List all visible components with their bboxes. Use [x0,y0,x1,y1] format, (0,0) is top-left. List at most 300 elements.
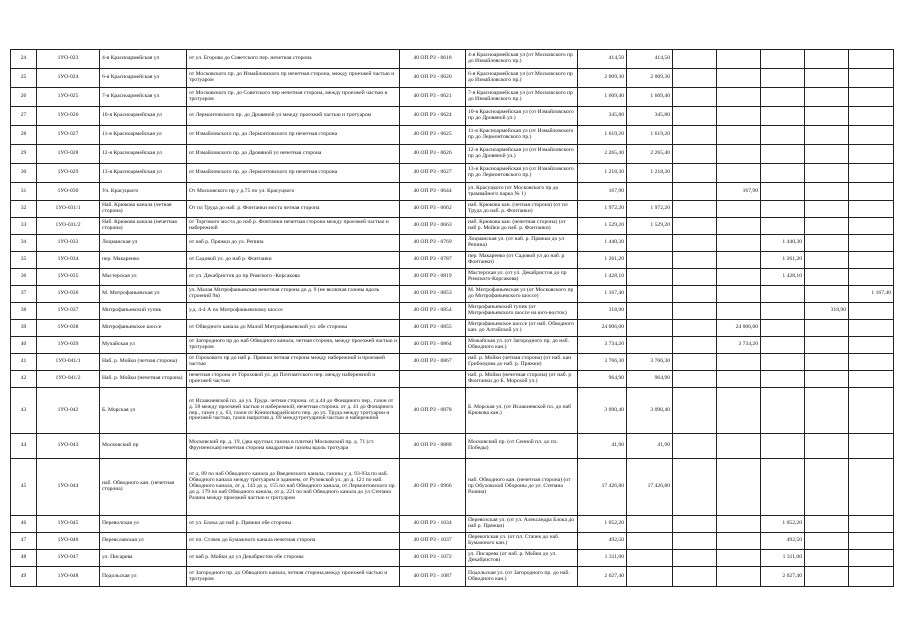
row-number-cell: 25 [11,69,37,88]
object-code-cell: 1УО-028 [37,145,100,164]
area-col-2-cell [673,201,717,218]
section-description-cell: от Обводного канала до Малой Митрофаньевской ул. обе стороны [187,320,400,337]
total-area-cell: 1 311,00 [578,550,627,567]
road-full-name-cell: Перекопская ул. (от пл. Стачек до наб. Бумажного кан.) [466,533,578,550]
total-area-cell: 492,50 [578,533,627,550]
area-col-3-cell [717,164,761,183]
section-description-cell: от Измайловского пр. до Лермонтовского пр нечетная сторона [187,126,400,145]
area-col-1-cell [627,269,673,286]
area-col-2-cell [673,218,717,235]
road-registry-number-cell: 40 ОП РЗ - 0819 [400,269,466,286]
area-col-2-cell [673,269,717,286]
section-description-cell: от ул. Егорова до Советского пер. нечетная сторона [187,50,400,69]
row-number-cell: 40 [11,337,37,354]
area-col-1-cell [627,286,673,303]
area-col-5-cell [805,286,849,303]
area-col-6-cell [849,459,894,516]
road-registry-number-cell: 40 ОП РЗ - 0854 [400,303,466,320]
area-col-4-cell [761,434,805,459]
area-col-2-cell [673,434,717,459]
object-code-cell: 1УО-043 [37,434,100,459]
area-col-2-cell [673,388,717,434]
section-description-cell: от Измайловского пр. до Лермонтовского пр нечетная сторона [187,164,400,183]
area-col-2-cell [673,533,717,550]
road-full-name-cell: Перевозская ул. (от ул. Александра Блока до наб р. Пряжки) [466,516,578,533]
object-code-cell: 1УО-033 [37,235,100,252]
area-col-4-cell: 2 027,40 [761,567,805,587]
row-number-cell: 44 [11,434,37,459]
area-col-2-cell [673,337,717,354]
road-registry-number-cell: 40 ОП РЗ - 0627 [400,164,466,183]
total-area-cell: 2 027,40 [578,567,627,587]
area-col-5-cell [805,550,849,567]
area-col-5-cell [805,218,849,235]
object-code-cell: 1УО-025 [37,88,100,107]
object-code-cell: 1УО-031/1 [37,201,100,218]
road-registry-number-cell: 40 ОП РЗ - 0853 [400,286,466,303]
road-full-name-cell: Подольская ул. (от Загородного пр. до наб. Обводного кан.) [466,567,578,587]
area-col-5-cell [805,434,849,459]
road-full-name-cell: наб. Крюкова кан. (нечетная сторона) (от наб р. Мойки до наб. р. Фонтанки) [466,218,578,235]
section-description-cell: от Московского пр. до Измайловского пр нечетная сторона, между проезжей частью и тротуаром [187,69,400,88]
area-col-4-cell [761,88,805,107]
object-code-cell: 1УО-044 [37,459,100,516]
road-registry-number-cell: 40 ОП РЗ - 0662 [400,201,466,218]
road-full-name-cell: 12-я Красноармейская ул (от Измайловского пр до Дровяной ул.) [466,145,578,164]
area-col-3-cell [717,303,761,320]
object-code-cell: 1УО-024 [37,69,100,88]
area-col-5-cell [805,145,849,164]
area-col-6-cell [849,235,894,252]
area-col-2-cell [673,252,717,269]
area-col-4-cell [761,337,805,354]
area-col-5-cell [805,201,849,218]
area-col-6-cell [849,516,894,533]
area-col-2-cell [673,550,717,567]
road-full-name-cell: ул. Красуцкого (от Московского пр до трамвайного парка № 1) [466,183,578,201]
road-registry-number-cell: 40 ОП РЗ - 0888 [400,434,466,459]
area-col-2-cell [673,69,717,88]
row-number-cell: 43 [11,388,37,434]
area-col-1-cell: 1 609,40 [627,88,673,107]
street-name-cell: 7-я Красноармейская ул [100,88,187,107]
area-col-4-cell [761,145,805,164]
object-code-cell: 1УО-041/1 [37,354,100,371]
area-col-3-cell [717,69,761,88]
street-name-cell: Мастерская ул [100,269,187,286]
area-col-1-cell: 41,90 [627,434,673,459]
area-col-5-cell [805,533,849,550]
total-area-cell: 1 972,20 [578,201,627,218]
area-col-2-cell [673,303,717,320]
table-row [11,88,894,107]
area-col-2-cell [673,354,717,371]
road-full-name-cell: Московский пр. (от Сенной пл. до пл. Победы) [466,434,578,459]
road-registry-number-cell: 40 ОП РЗ - 0621 [400,88,466,107]
street-name-cell: 10-я Красноармейская ул [100,107,187,126]
road-full-name-cell: ул. Писарева (от наб. р. Мойки до ул. Декабристов) [466,550,578,567]
object-code-cell: 1УО-034 [37,252,100,269]
area-col-3-cell [717,533,761,550]
area-col-4-cell: 1 052,20 [761,516,805,533]
area-col-2-cell [673,164,717,183]
area-col-1-cell: 964,90 [627,371,673,388]
street-name-cell: 11-я Красноармейская ул [100,126,187,145]
total-area-cell: 964,90 [578,371,627,388]
table-row [11,434,894,459]
area-col-4-cell [761,69,805,88]
area-col-1-cell [627,567,673,587]
total-area-cell: 1 440,30 [578,235,627,252]
area-col-3-cell [717,388,761,434]
area-col-5-cell [805,388,849,434]
area-col-3-cell [717,354,761,371]
area-col-4-cell [761,286,805,303]
road-full-name-cell: 7-я Красноармейская ул (от Московского пр до Измайловского пр.) [466,88,578,107]
table-row [11,337,894,354]
area-col-6-cell [849,269,894,286]
area-col-3-cell [717,145,761,164]
object-code-cell: 1УО-026 [37,107,100,126]
section-description-cell: у.д. 4-4 А по Митрофаньевскому шоссе [187,303,400,320]
row-number-cell: 48 [11,550,37,567]
total-area-cell: 414,50 [578,50,627,69]
road-full-name-cell: 10-я Красноармейская ул (от Измайловского пр до Дровяной ул.) [466,107,578,126]
area-col-4-cell [761,183,805,201]
road-full-name-cell: наб. Крюкова кан. (четная сторона) (от пл Труда до наб. р. Фонтанки) [466,201,578,218]
road-full-name-cell: М. Митрофаньевская ул (от Московского пр до Митрофаньевского шоссе) [466,286,578,303]
area-col-6-cell [849,69,894,88]
total-area-cell: 3 090,40 [578,388,627,434]
street-name-cell: 13-я Красноармейская ул [100,164,187,183]
total-area-cell: 3 766,30 [578,354,627,371]
area-col-3-cell: 167,90 [717,183,761,201]
row-number-cell: 29 [11,145,37,164]
street-name-cell: Переволская ул [100,516,187,533]
area-col-6-cell [849,550,894,567]
street-name-cell: Ул. Красуцкого [100,183,187,201]
total-area-cell: 1 529,20 [578,218,627,235]
section-description-cell: от ул. Декабристов до пр Римского -Корсакова [187,269,400,286]
road-registry-number-cell: 40 ОП РЗ - 0867 [400,354,466,371]
total-area-cell: 1 619,20 [578,126,627,145]
total-area-cell: 1 609,40 [578,88,627,107]
area-col-4-cell [761,371,805,388]
street-name-cell: Мучайская ул [100,337,187,354]
road-full-name-cell: наб. р. Мойки (нечетная сторона) (от наб. р Фонтанки до Б. Морской ул.) [466,371,578,388]
row-number-cell: 24 [11,50,37,69]
row-number-cell: 45 [11,459,37,516]
area-col-6-cell [849,218,894,235]
section-description-cell: от Загородного пр. до Обводного канала, четная сторона,между проезжей частью и тротуаром [187,567,400,587]
section-description-cell: от наб р. Пряжки до ул. Репина [187,235,400,252]
area-col-5-cell [805,50,849,69]
area-col-3-cell [717,516,761,533]
section-description-cell: от наб р. Мойки до ул Декабристов обе стороны [187,550,400,567]
road-registry-number-cell: 40 ОП РЗ - 0864 [400,337,466,354]
street-name-cell: 4-я Красноармейская ул [100,50,187,69]
area-col-3-cell [717,235,761,252]
object-code-cell: 1УО-045 [37,516,100,533]
area-col-6-cell [849,303,894,320]
area-col-1-cell: 345,80 [627,107,673,126]
area-col-1-cell: 1 529,20 [627,218,673,235]
area-col-6-cell [849,320,894,337]
road-full-name-cell: 11-я Красноармейская ул (от Измайловского пр до Лермонтовского пр.) [466,126,578,145]
table-row [11,69,894,88]
road-registry-number-cell: 40 ОП РЗ - 0618 [400,50,466,69]
total-area-cell: 1 052,20 [578,516,627,533]
section-description-cell: от Лермонтовского пр. до Дровяной ул между проезжей частью и тротуаром [187,107,400,126]
section-description-cell: нечетная сторона от Гороховой ул. до Почтамтского пер. между набережной и проезжей частью [187,371,400,388]
area-col-6-cell [849,252,894,269]
area-col-5-cell [805,69,849,88]
area-col-4-cell [761,201,805,218]
area-col-1-cell: 3 090,40 [627,388,673,434]
area-col-1-cell: 414,50 [627,50,673,69]
area-col-6-cell [849,201,894,218]
row-number-cell: 34 [11,235,37,252]
area-col-4-cell [761,303,805,320]
section-description-cell: от Московского пр. до Советского пер нечетная сторона, между проезжей частью и тротуаром [187,88,400,107]
area-col-2-cell [673,459,717,516]
road-registry-number-cell: 40 ОП РЗ - 0787 [400,252,466,269]
object-code-cell: 1УО-042 [37,388,100,434]
row-number-cell: 36 [11,269,37,286]
area-col-5-cell [805,337,849,354]
road-full-name-cell: Можайская ул. (от Загородного пр. до наб. Обводного кан.) [466,337,578,354]
object-code-cell: 1УО-027 [37,126,100,145]
table-row [11,218,894,235]
street-name-cell: Переяславская ул [100,533,187,550]
area-col-4-cell: 492,50 [761,533,805,550]
road-registry-number-cell: 40 ОП РЗ - 1087 [400,567,466,587]
area-col-3-cell: 24 006,00 [717,320,761,337]
row-number-cell: 42 [11,371,37,388]
row-number-cell: 32 [11,201,37,218]
area-col-2-cell [673,235,717,252]
street-greenery-table [10,49,894,587]
road-registry-number-cell: 40 ОП РЗ - 0624 [400,107,466,126]
road-full-name-cell: наб. р. Мойки (четная сторона) (от наб. кан Грибоедова до наб. р. Пряжки) [466,354,578,371]
road-full-name-cell: 4-я Красноармейская ул (от Московского пр до Измайловского пр.) [466,50,578,69]
section-description-cell: от Торгового моста до наб р. Фонтанки нечетная сторона между проезжей частью и набережной [187,218,400,235]
object-code-cell: 1УО-035 [37,269,100,286]
area-col-1-cell: 2 265,40 [627,145,673,164]
table-row [11,252,894,269]
road-registry-number-cell: 40 ОП РЗ - 0855 [400,320,466,337]
street-name-cell: наб. Обводного кан. (нечетная сторона) [100,459,187,516]
total-area-cell: 167,90 [578,183,627,201]
area-col-2-cell [673,567,717,587]
area-col-2-cell [673,286,717,303]
section-description-cell: От Московского пр у д.75 по ул. Красуцкого [187,183,400,201]
road-registry-number-cell: 40 ОП РЗ - 1034 [400,516,466,533]
road-full-name-cell: Лоцманская ул. (от наб. р. Пряжки до ул Репина) [466,235,578,252]
road-registry-number-cell: 40 ОП РЗ - 0625 [400,126,466,145]
area-col-1-cell [627,252,673,269]
total-area-cell: 2 009,30 [578,69,627,88]
total-area-cell: 3 734,20 [578,337,627,354]
street-name-cell: М. Митрофаньевская ул [100,286,187,303]
row-number-cell: 47 [11,533,37,550]
table-row [11,354,894,371]
total-area-cell: 17 426,80 [578,459,627,516]
road-full-name-cell: 13-я Красноармейская ул (от Измайловского пр до Лермонтовского пр.) [466,164,578,183]
road-registry-number-cell: 40 ОП РЗ - 1072 [400,550,466,567]
table-row [11,183,894,201]
road-registry-number-cell: 40 ОП РЗ - 0966 [400,459,466,516]
road-full-name-cell: Митрофаньевское шоссе (от наб. Обводного кан. до Алтайской ул.) [466,320,578,337]
area-col-4-cell [761,218,805,235]
object-code-cell: 1УО-029 [37,164,100,183]
area-col-5-cell [805,183,849,201]
area-col-4-cell [761,126,805,145]
table-row [11,126,894,145]
street-name-cell: Подольская ул [100,567,187,587]
street-name-cell: Лоцманская ул [100,235,187,252]
area-col-1-cell: 17 426,80 [627,459,673,516]
area-col-6-cell [849,164,894,183]
area-col-2-cell [673,145,717,164]
area-col-5-cell: 318,90 [805,303,849,320]
section-description-cell: ул. Малая Митрофаньевская нечетная сторона до д. 9 (не включая газоны вдоль строений 9в) [187,286,400,303]
road-registry-number-cell: 40 ОП РЗ - 0644 [400,183,466,201]
road-full-name-cell: Митрофаньевский тупик (от Митрофаньевского шоссе на юго-восток) [466,303,578,320]
street-name-cell: Митрофаньевский тупик [100,303,187,320]
table-row [11,107,894,126]
area-col-5-cell [805,164,849,183]
section-description-cell: от Исаакиевской пл. до ул. Труда. четная сторона. от д.44 до Фонарного пер., газон от д. 58 между проезжей частью и набережной, нечетная сторона. от д. 41 до Фонарного пер., газон у д. 63, газон от Конногвардейского пер. до ул. Труда между тротуаром и проезжей частью, газон напротив д. 69 междутротуарной частью и набережной [187,388,400,434]
total-area-cell: 1 218,30 [578,164,627,183]
row-number-cell: 31 [11,183,37,201]
object-code-cell: 1УО-037 [37,303,100,320]
area-col-5-cell [805,371,849,388]
total-area-cell: 24 006,00 [578,320,627,337]
area-col-5-cell [805,269,849,286]
section-description-cell: от пл. Стачек до Бумажного канала нечетная сторона [187,533,400,550]
area-col-3-cell: 3 734,20 [717,337,761,354]
area-col-3-cell [717,371,761,388]
table-row [11,303,894,320]
street-name-cell: 12-я Красноармейская ул [100,145,187,164]
area-col-2-cell [673,50,717,69]
area-col-6-cell [849,107,894,126]
row-number-cell: 49 [11,567,37,587]
table-row [11,459,894,516]
section-description-cell: от Садовой ул. до наб р. Фонтанки [187,252,400,269]
area-col-2-cell [673,516,717,533]
road-registry-number-cell: 40 ОП РЗ - 0626 [400,145,466,164]
row-number-cell: 41 [11,354,37,371]
area-col-6-cell [849,126,894,145]
area-col-5-cell [805,320,849,337]
area-col-3-cell [717,201,761,218]
road-full-name-cell: Б. Морская ул. (от Исаакиевской пл. до наб Крюкова кан.) [466,388,578,434]
area-col-1-cell: 1 218,30 [627,164,673,183]
object-code-cell: 1УО-023 [37,50,100,69]
row-number-cell: 30 [11,164,37,183]
street-name-cell: Б. Морская ул [100,388,187,434]
road-registry-number-cell: 40 ОП РЗ - 0769 [400,235,466,252]
section-description-cell: от Горохового пр до наб р. Пряжки четная сторона между набережной и проезжей частью [187,354,400,371]
row-number-cell: 27 [11,107,37,126]
row-number-cell: 35 [11,252,37,269]
area-col-4-cell [761,388,805,434]
total-area-cell: 2 265,40 [578,145,627,164]
area-col-1-cell [627,550,673,567]
area-col-1-cell: 3 766,30 [627,354,673,371]
area-col-5-cell [805,126,849,145]
area-col-5-cell [805,235,849,252]
area-col-5-cell [805,88,849,107]
area-col-3-cell [717,459,761,516]
row-number-cell: 46 [11,516,37,533]
area-col-1-cell [627,183,673,201]
area-col-5-cell [805,516,849,533]
area-col-6-cell [849,337,894,354]
section-description-cell: от Загородного пр до наб Обводного канала, четная сторона, между проезжей частью и тротуаром [187,337,400,354]
area-col-3-cell [717,50,761,69]
street-name-cell: Митрофаньевское шоссе [100,320,187,337]
area-col-6-cell [849,50,894,69]
street-name-cell: пер. Макаренко [100,252,187,269]
area-col-2-cell [673,371,717,388]
total-area-cell: 1 261,20 [578,252,627,269]
area-col-1-cell: 1 619,20 [627,126,673,145]
area-col-2-cell [673,107,717,126]
road-registry-number-cell: 40 ОП РЗ - 0878 [400,388,466,434]
table-row [11,201,894,218]
road-registry-number-cell: 40 ОП РЗ - 0620 [400,69,466,88]
table-row [11,371,894,388]
area-col-3-cell [717,88,761,107]
row-number-cell: 39 [11,320,37,337]
street-name-cell: Наб. р. Мойки (четная сторона) [100,354,187,371]
area-col-5-cell [805,459,849,516]
area-col-3-cell [717,550,761,567]
table-row [11,320,894,337]
section-description-cell: от д. 89 по наб Обводного канала до Введенского канала, газоны у д. 93-93а по наб. Обводного канала между тротуаром и зданием, от Рузовской ул. до д. 121 по наб. Обводного канала, от д. 143 до д. 155 по наб Обводного канала, от Лермонтовского пр. до д. 179 по наб Обводного канала, от д. 221 по наб Обводного канала до ул Степана Разина между проезжей частью и тротуаром [187,459,400,516]
area-col-3-cell [717,107,761,126]
area-col-3-cell [717,126,761,145]
area-col-4-cell: 1 428,10 [761,269,805,286]
table-row [11,145,894,164]
area-col-3-cell [717,286,761,303]
table-row [11,269,894,286]
area-col-6-cell: 1 167,40 [849,286,894,303]
area-col-2-cell [673,183,717,201]
street-name-cell: Московский пр [100,434,187,459]
area-col-4-cell [761,107,805,126]
table-row [11,567,894,587]
area-col-6-cell [849,183,894,201]
section-description-cell: Московский пр. д. 19, (два круглых газона в плитке) Московский пр. д. 71 (ст. Фрунзенская) нечетная сторона квадратные газоны вдоль тротуара [187,434,400,459]
road-registry-number-cell [400,371,466,388]
area-col-5-cell [805,252,849,269]
road-registry-number-cell: 40 ОП РЗ - 0663 [400,218,466,235]
area-col-1-cell [627,533,673,550]
table-row [11,388,894,434]
area-col-1-cell: 2 009,30 [627,69,673,88]
area-col-6-cell [849,567,894,587]
area-col-1-cell [627,235,673,252]
area-col-6-cell [849,371,894,388]
area-col-2-cell [673,88,717,107]
area-col-1-cell [627,516,673,533]
row-number-cell: 28 [11,126,37,145]
section-description-cell: От пл Труда до наб. р. Фонтанки моста четная сторона [187,201,400,218]
